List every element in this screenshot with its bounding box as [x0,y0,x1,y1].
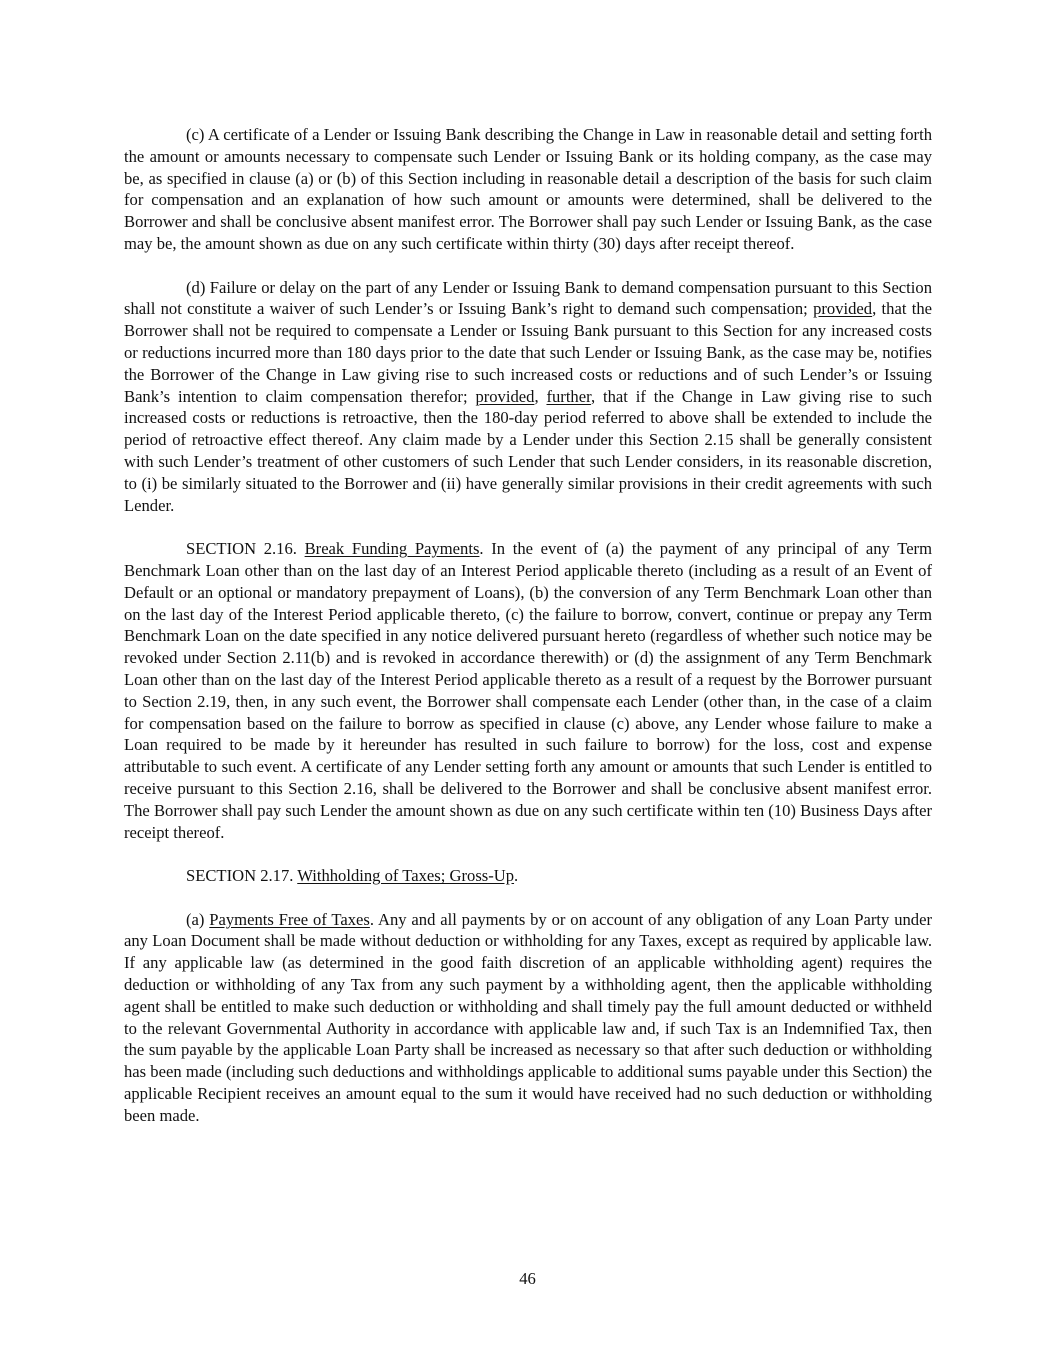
paragraph-d-failure-or-delay [124,277,932,517]
paragraph-d-text-1: (d) Failure or delay on the part of any Lender or Issuing Bank to demand compensation pursuant to this Section shall not constitute a waiver of such Lender’s or Issuing Bank’s right to demand such compensation; [124,277,932,319]
section-2-16-label: SECTION 2.16. [186,539,305,559]
section-2-16-body: . In the event of (a) the payment of any principal of any Term Benchmark Loan other than on the last day of an Interest Period applicable thereto (including as a result of an Event of Default or an optional or mandatory prepayment of Loans), (b) the conversion of any Term Benchmark Loan other than on the last day of the Interest Period applicable thereto, (c) the failure to borrow, convert, continue or prepay any Term Benchmark Loan on the date specified in any notice delivered pursuant hereto (regardless of whether such notice may be revoked under Section 2.11(b) and is revoked in accordance therewith) or (d) the assignment of any Term Benchmark Loan other than on the last day of the Interest Period applicable thereto as a result of a request by the Borrower pursuant to Section 2.19, then, in any such event, the Borrower shall compensate each Lender (other than, in the case of a claim for compensation based on the failure to borrow as specified in clause (c) above, any Lender whose failure to make a Loan required to be made by it hereunder has resulted in such failure to borrow) for the loss, cost and expense attributable to such event. A certificate of any Lender setting forth any amount or amounts that such Lender is entitled to receive pursuant to this Section 2.16, shall be delivered to the Borrower and shall be conclusive absent manifest error. The Borrower shall pay such Lender the amount shown as due on any such certificate within ten (10) Business Days after receipt thereof. [124,539,932,842]
section-2-16-break-funding [124,538,932,843]
section-2-17-label: SECTION 2.17. [186,866,298,886]
section-2-17-title: Withholding of Taxes; Gross-Up [297,866,515,886]
paragraph-c-text: (c) A certificate of a Lender or Issuing Bank describing the Change in Law in reasonable detail and setting forth the amount or amounts necessary to compensate such Lender or Issuing Bank or its holding company, as the case may be, as specified in clause (a) or (b) of this Section including in reasonable detail a description of the basis for such claim for compensation and an explanation of how such amount or amounts were determined, shall be delivered to the Borrower and shall be conclusive absent manifest error. The Borrower shall pay such Lender or Issuing Bank, as the case may be, the amount shown as due on any such certificate within thirty (30) days after receipt thereof. [124,125,932,253]
paragraph-a-payments-free-of-taxes [124,909,932,1127]
document-page [124,124,932,1148]
paragraph-a-title: Payments Free of Taxes [209,909,370,929]
section-2-16-title: Break Funding Payments [304,539,480,559]
paragraph-d-text-3: , that if the Change in Law giving rise to such increased costs or reductions is retroactive, then the 180-day period referred to above shall be extended to include the period of retroactive effect thereof. Any claim made by a Lender under this Section 2.15 shall be generally consistent with such Lender’s treatment of other customers of such Lender that such Lender considers, in its reasonable discretion, to (i) be similarly situated to the Borrower and (ii) have generally similar provisions in their credit agreements with such Lender. [124,386,932,515]
paragraph-d-separator: , [534,386,547,406]
page-number: 46 [519,1269,536,1288]
paragraph-a-body: . Any and all payments by or on account of any obligation of any Loan Party under any Loan Document shall be made without deduction or withholding for any Taxes, except as required by applicable law. If any applicable law (as determined in the good faith discretion of an applicable withholding agent) requires the deduction or withholding of any Tax from any such payment by a withholding agent, then the applicable withholding agent shall be entitled to make such deduction or withholding and shall timely pay the full amount deducted or withheld to the relevant Governmental Authority in accordance with applicable law and, if such Tax is an Indemnified Tax, then the sum payable by the applicable Loan Party shall be increased as necessary so that after such deduction or withholding has been made (including such deductions and withholdings applicable to additional sums payable under this Section) the applicable Recipient receives an amount equal to the sum it would have received had no such deduction or withholding been made. [124,909,932,1125]
section-2-17-period: . [514,866,519,886]
section-2-17-heading [124,865,932,887]
paragraph-a-prefix: (a) [186,909,210,929]
provided-term-1: provided [813,299,873,319]
further-term: further [546,386,591,406]
paragraph-c-certificate [124,124,932,255]
provided-term-2: provided [475,386,535,406]
paragraph-d-text-2: , that the Borrower shall not be required to compensate a Lender or Issuing Bank pursuant to this Section for any increased costs or reductions incurred more than 180 days prior to the date that such Lender or Issuing Bank, as the case may be, notifies the Borrower of the Change in Law giving rise to such increased costs or reductions and of such Lender’s or Issuing Bank’s intention to claim compensation therefor; [124,299,932,406]
